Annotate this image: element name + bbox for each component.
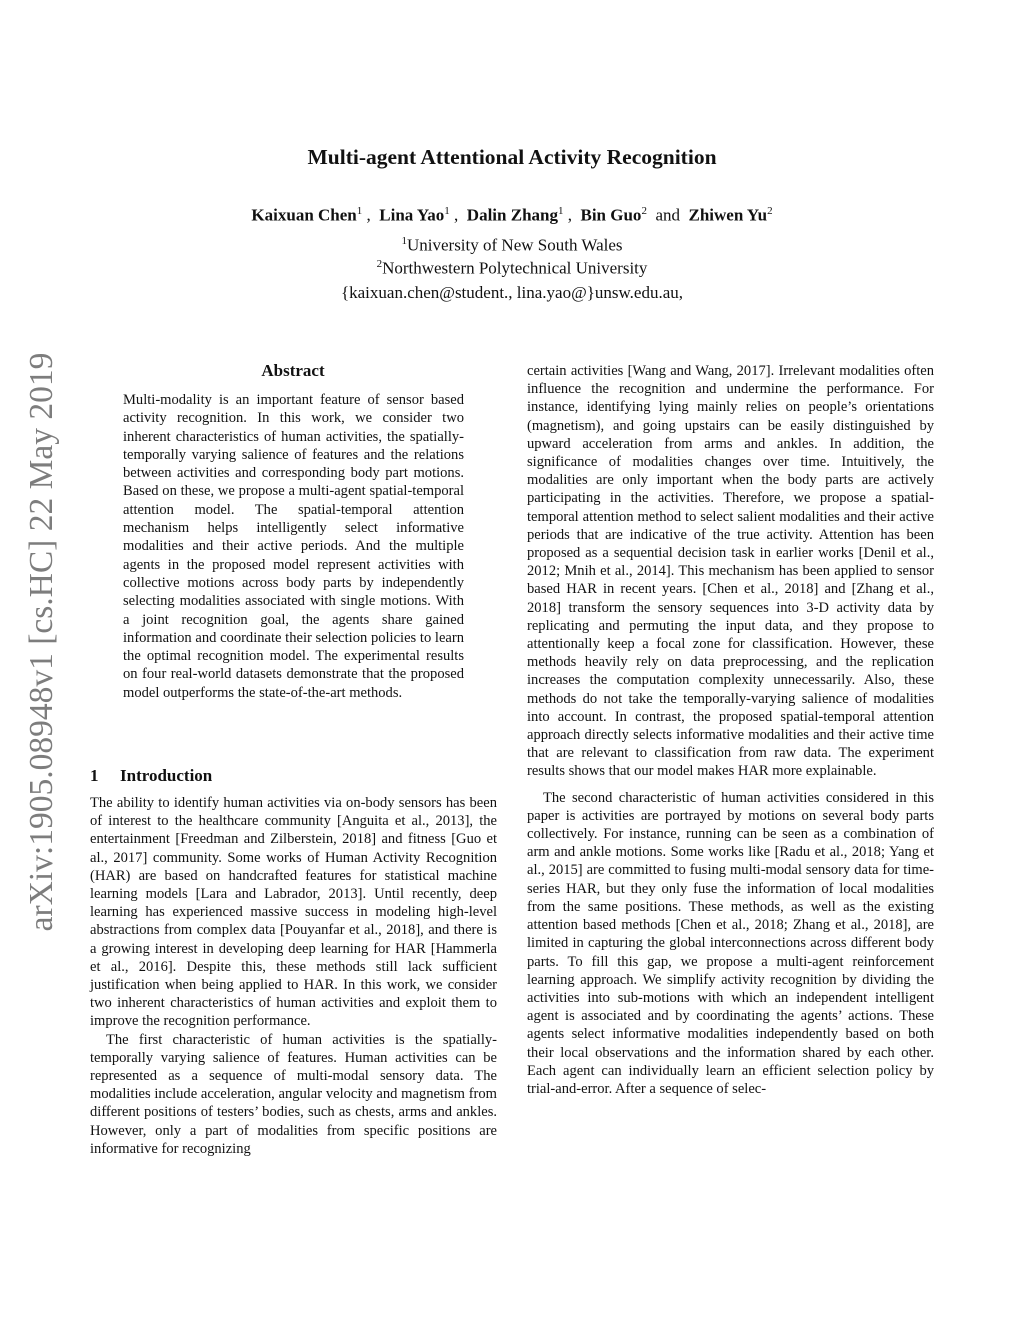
affiliation-number: 2 [376, 258, 383, 270]
section-heading [90, 766, 496, 786]
author-affil-mark: 2 [641, 205, 647, 217]
author-affil-mark: 2 [767, 205, 773, 217]
author-name: Dalin Zhang [466, 205, 558, 225]
body-paragraph: certain activities [Wang and Wang, 2017]. Irrelevant modalities often influence the recognition and undermine the performance. For instance, identifying lying mainly relies on people’s orientations (magnetism), and going upstairs can be easily distinguished by upward acceleration from arms and ankles. In addition, the significance of modalities changes over time. Intuitively, the modalities are only important when the body parts are actively participating in the activities. Therefore, we propose a spatial-temporal attention method to select salient modalities and their active periods that are indicative of the true activity. Attention has been proposed as a sequential decision task in earlier works [Denil et al., 2012; Mnih et al., 2014]. This mechanism has been applied to sensor based HAR in recent years. [Chen et al., 2018] and [Zhang et al., 2018] transform the sensory sequences into 3-D activity data by replicating and permuting the input data, and they propose to attentionally keep a focal zone for classification. However, these methods heavily rely on data preprocessing, and the replication increases the computation complexity unnecessarily. Also, these methods do not take the temporally-varying salience of modalities into account. In contrast, the proposed spatial-temporal attention approach directly selects informative modalities and their active time that are relevant to classification from raw data. The experiment results shows that our model makes HAR more explainable. [527, 363, 934, 780]
author-name: Kaixuan Chen [251, 205, 357, 225]
author-emails: {kaixuan.chen@student., lina.yao@}unsw.edu.au, [340, 283, 684, 302]
affiliation-number: 1 [401, 235, 407, 247]
affiliation [0, 258, 1024, 279]
author-name: Zhiwen Yu [688, 205, 768, 225]
author-affil-mark: 1 [356, 205, 363, 217]
author-affil-mark: 1 [557, 205, 564, 217]
body-paragraph: The ability to identify human activities via on-body sensors has been of interest to the healthcare community [Anguita et al., 2013], the entertainment [Freedman and Zilberstein, 2018] and fitness [Guo et al., 2017] community. Some works of Human Activity Recognition (HAR) are based on handcrafted features for statistical machine learning models [Lara and Labrador, 2013]. Until recently, deep learning has experienced massive success in modeling high-level abstractions from complex data [Pouyanfar et al., 2018], and there is a growing interest in developing deep learning for HAR [Hammerla et al., 2016]. Despite this, these methods still lack sufficient justification when being applied to HAR. In this work, we consider two inherent characteristics of human activities and exploit them to improve the recognition performance. [90, 795, 497, 1030]
section-number: 1 [90, 766, 99, 785]
abstract-text: Multi-modality is an important feature of sensor based activity recognition. In this work, we consider two inherent characteristics of human activities, the spatially-temporally varying salience of features and the relations between activities and corresponding body part motions. Based on these, we propose a multi-agent spatial-temporal attention model. The spatial-temporal attention mechanism helps intelligently select informative modalities and their active periods. And the multiple agents in the proposed model represent activities with collective motions across body parts by independently selecting modalities associated with single motions. With a joint recognition goal, the agents share gained information and coordinate their selection policies to learn the optimal recognition model. The experimental results on four real-world datasets demonstrate that the proposed model outperforms the state-of-the-art methods. [123, 392, 464, 701]
abstract-heading: Abstract [261, 361, 325, 380]
body-paragraph: The second characteristic of human activities considered in this paper is activities are portrayed by motions on several body parts collectively. For instance, running can be seen as a combination of arm and ankle motions. Some works like [Radu et al., 2018; Yang et al., 2015] are committed to fusing multi-modal sensory data for time-series HAR, but they only fuse the information of local modalities from the same positions. These methods, as well as the existing attention based methods [Chen et al., 2018; Zhang et al., 2018], are limited in capturing the global interconnections across different body parts. To fill this gap, we propose a multi-agent reinforcement learning approach. We simplify activity recognition by dividing the activities into sub-motions with which an independent intelligent agent is associated and by coordinating the agents’ actions. These agents select informative modalities independently based on both their local observations and the information shared by each other. Each agent can individually learn an efficient selection policy by trial-and-error. After a sequence of selec- [527, 789, 934, 1097]
affiliation-name: Northwestern Polytechnical University [382, 258, 648, 278]
author-name: Lina Yao [379, 205, 445, 225]
paper-title: Multi-agent Attentional Activity Recognition [307, 145, 717, 169]
body-paragraph: The first characteristic of human activities is the spatially-temporally varying salience of features. Human activities can be represented as a sequence of multi-modal sensory data. The modalities include acceleration, angular velocity and magnetism from different positions of testers’ bodies, such as chests, arms and ankles. However, only a part of modalities from specific positions are informative for recognizing [90, 1031, 497, 1157]
author-list: Kaixuan Chen$^1$ , Lina Yao$^1$ , Dalin Zhang$^1$ , Bin Guo$^2$ and Zhiwen Yu$^2$ [251, 205, 773, 225]
affiliation [0, 235, 1024, 256]
right-column-body [527, 362, 934, 1098]
left-column-body [90, 794, 497, 1158]
arxiv-identifier: arXiv:1905.08948v1 [cs.HC] 22 May 2019 [23, 352, 60, 932]
author-conjunction: and [655, 205, 680, 225]
author-name: Bin Guo [580, 205, 642, 225]
author-affil-mark: 1 [444, 205, 450, 217]
section-title: Introduction [120, 766, 213, 785]
affiliation-name: University of New South Wales [406, 235, 623, 255]
